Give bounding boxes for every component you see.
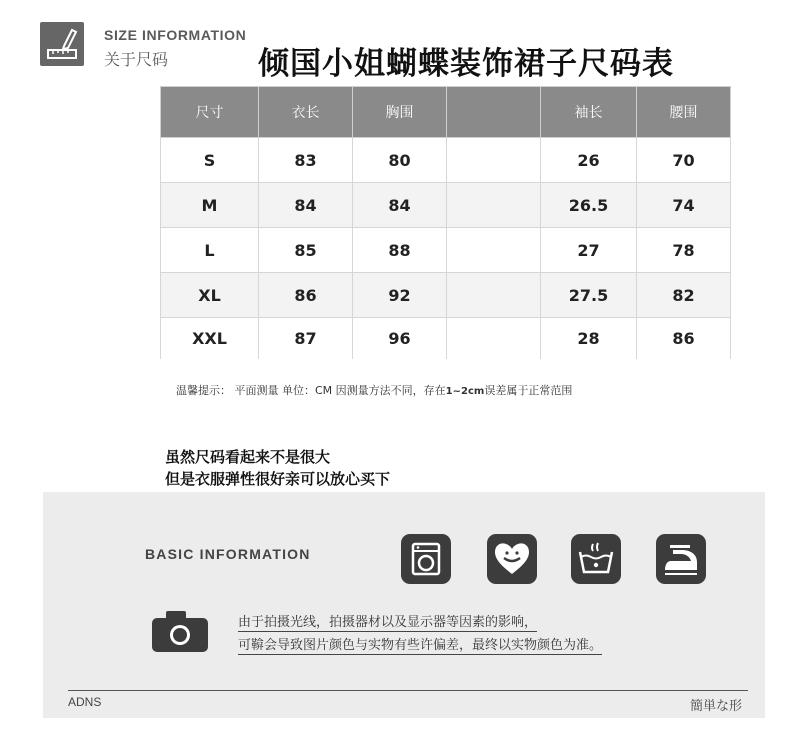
table-cell: 27 xyxy=(541,228,637,273)
measurement-hint xyxy=(176,382,572,398)
table-cell: 96 xyxy=(353,318,447,360)
basic-information-panel xyxy=(43,492,765,718)
size-cell: M xyxy=(161,183,259,228)
table-cell: 84 xyxy=(259,183,353,228)
table-cell: 85 xyxy=(259,228,353,273)
table-cell: 70 xyxy=(637,138,731,183)
table-cell xyxy=(447,138,541,183)
header-cell: 尺寸 xyxy=(161,87,259,138)
table-cell: 80 xyxy=(353,138,447,183)
table-cell: 26 xyxy=(541,138,637,183)
table-cell: 83 xyxy=(259,138,353,183)
page-title: 倾国小姐蝴蝶装饰裙子尺码表 xyxy=(258,46,674,82)
size-cell: L xyxy=(161,228,259,273)
basic-information-title: BASIC INFORMATION xyxy=(145,546,311,562)
table-cell: 84 xyxy=(353,183,447,228)
table-cell: 92 xyxy=(353,273,447,318)
iron-icon xyxy=(656,534,706,584)
header-cell: 袖长 xyxy=(541,87,637,138)
size-cell: XL xyxy=(161,273,259,318)
header-cell: 胸围 xyxy=(353,87,447,138)
table-cell: 28 xyxy=(541,318,637,360)
header-cell: 腰围 xyxy=(637,87,731,138)
washing-machine-icon xyxy=(401,534,451,584)
disclaimer-line2: 可鞥会导致图片颜色与实物有些许偏差，最终以实物颜色为准。 xyxy=(238,634,602,655)
table-cell: 74 xyxy=(637,183,731,228)
hint-suffix: 误差属于正常范围 xyxy=(484,384,573,397)
table-row xyxy=(161,183,731,228)
size-note-line1: 虽然尺码看起来不是很大 xyxy=(165,448,331,466)
footer-tagline: 簡単な形 xyxy=(690,699,743,714)
table-cell: 27.5 xyxy=(541,273,637,318)
ruler-pencil-icon xyxy=(40,22,84,66)
table-cell: 78 xyxy=(637,228,731,273)
size-note-line2: 但是衣服弹性很好亲可以放心买下 xyxy=(165,470,391,488)
header-cell xyxy=(447,87,541,138)
table-cell xyxy=(447,228,541,273)
table-row xyxy=(161,228,731,273)
size-information-label-zh: 关于尺码 xyxy=(104,50,169,69)
hand-wash-icon xyxy=(487,534,537,584)
table-cell xyxy=(447,318,541,360)
table-cell: 86 xyxy=(637,318,731,360)
footer-brand: ADNS xyxy=(68,695,102,709)
table-cell: 88 xyxy=(353,228,447,273)
hint-range: 1~2cm xyxy=(445,386,485,397)
table-cell xyxy=(447,273,541,318)
size-cell: S xyxy=(161,138,259,183)
table-cell: 26.5 xyxy=(541,183,637,228)
camera-icon xyxy=(150,608,210,654)
table-cell: 82 xyxy=(637,273,731,318)
wash-basin-icon xyxy=(571,534,621,584)
size-table-header xyxy=(161,87,731,138)
table-cell: 87 xyxy=(259,318,353,360)
size-information-label: SIZE INFORMATION xyxy=(104,27,247,43)
table-row xyxy=(161,273,731,318)
table-row xyxy=(161,138,731,183)
size-cell: XXL xyxy=(161,318,259,360)
table-row xyxy=(161,318,731,360)
hint-prefix: 温馨提示： 平面测量 单位：CM 因测量方法不同，存在 xyxy=(176,384,446,397)
header-cell: 衣长 xyxy=(259,87,353,138)
table-cell: 86 xyxy=(259,273,353,318)
footer-divider xyxy=(68,690,748,691)
disclaimer-line1: 由于拍摄光线，拍摄器材以及显示器等因素的影响， xyxy=(238,611,537,632)
size-table xyxy=(160,86,731,359)
table-cell xyxy=(447,183,541,228)
